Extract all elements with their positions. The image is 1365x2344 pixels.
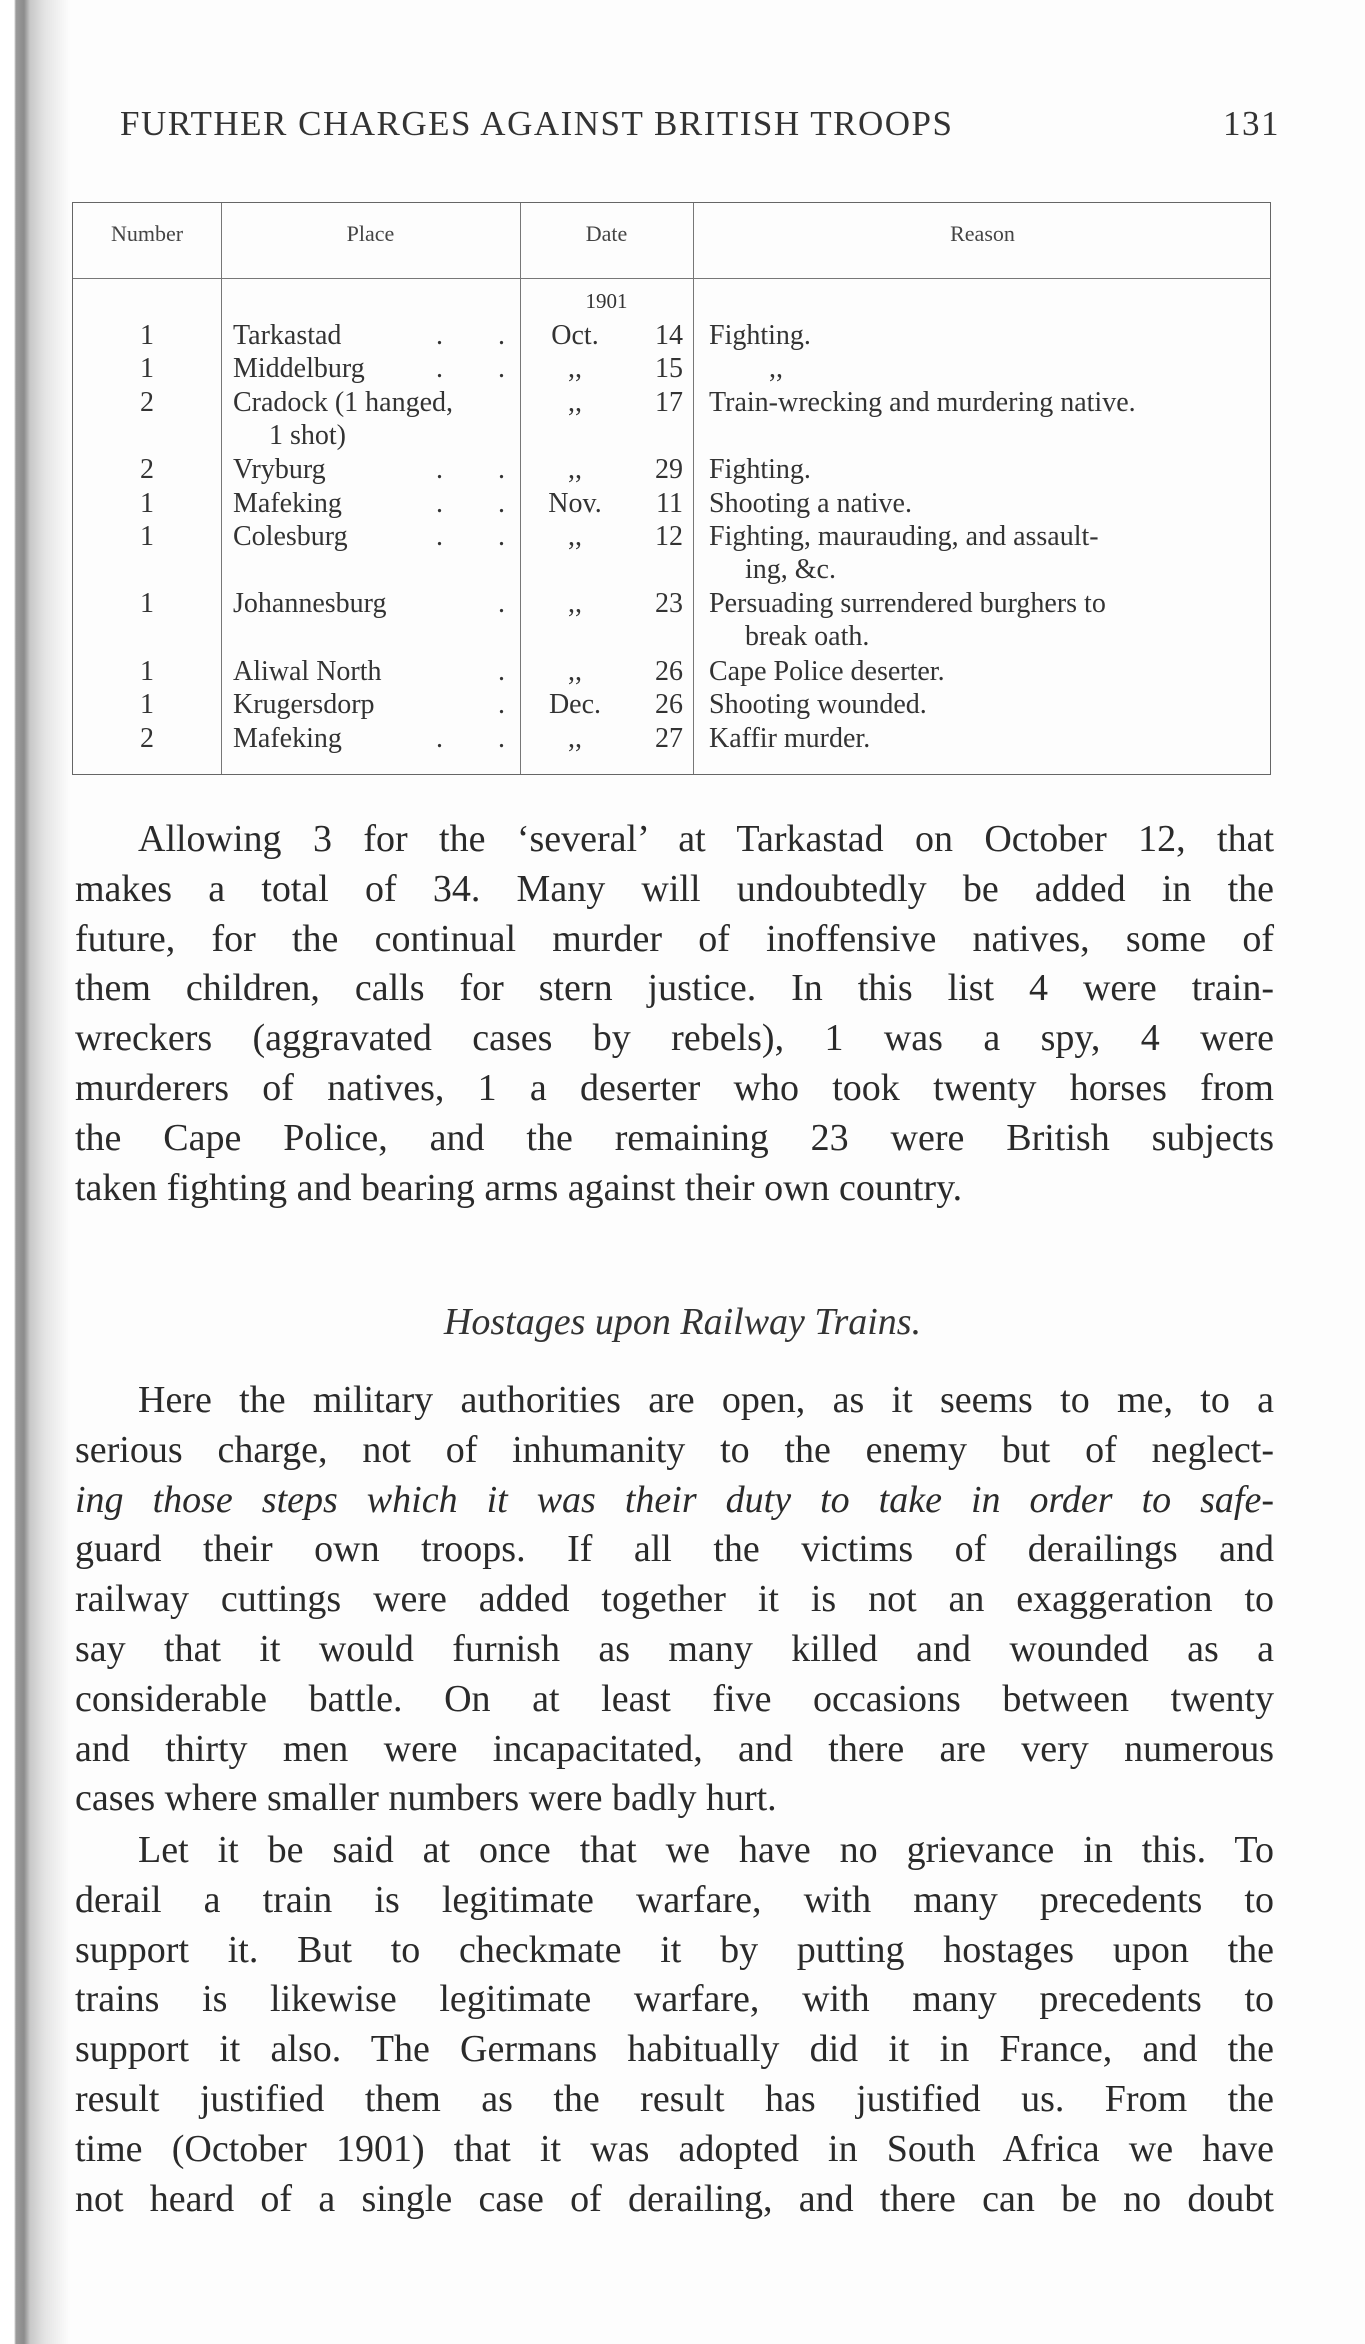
cell-month: Dec. [548,689,602,721]
cell-number: 2 [140,454,154,485]
cell-reason [709,722,1259,755]
cell-place [233,655,529,688]
cell-month: ,, [568,353,582,385]
cell-place [233,319,529,352]
cell-month: ,, [568,386,582,418]
cell-month: ,, [568,521,582,553]
leader-dots: . . [436,521,529,553]
text-line: say that it would furnish as many killed and wounded as a [75,1627,1274,1670]
cell-reason [709,352,1259,385]
text-line: and thirty men were incapacitated, and there are very numerous [75,1727,1274,1770]
cell-reason [709,487,1259,520]
leader-dots: . . [436,353,529,385]
cell-reason [709,520,1259,586]
text-line: not heard of a single case of derailing, and there can be no doubt [75,2177,1274,2220]
reason-text: Cape Police deserter. [709,655,945,687]
reason-text-cont: break oath. [745,621,870,653]
header-divider [73,278,1270,279]
reason-text: Shooting wounded. [709,689,927,721]
cell-day: 27 [655,722,683,754]
leader-dots: . [498,588,529,620]
cell-place [233,688,529,721]
text-line: trains is likewise legitimate warfare, with many precedents to [75,1978,1274,2021]
cell-day: 17 [655,386,683,418]
cell-reason [709,688,1259,721]
text-line: ing those steps which it was their duty to take in order to safe- [75,1478,1274,1521]
text-line: cases where smaller numbers were badly hurt. [75,1777,777,1820]
text-line: Allowing 3 for the ‘several’ at Tarkastad on October 12, that [138,818,1274,860]
place-name: Mafeking [233,722,342,754]
cell-number: 2 [140,722,154,754]
cell-number: 1 [140,521,154,553]
reason-text: Persuading surrendered burghers to [709,588,1106,620]
leader-dots: . . [436,454,529,485]
text-line: the Cape Police, and the remaining 23 were British subjects [75,1116,1274,1159]
text-line: Let it be said at once that we have no grievance in this. To [138,1829,1274,1871]
reason-text: Fighting. [709,319,811,351]
text-line: guard their own troops. If all the victims of derailings and [75,1528,1274,1571]
text-line: wreckers (aggravated cases by rebels), 1 was a spy, 4 were [75,1017,1274,1060]
cell-day: 26 [655,655,683,687]
place-name: Vryburg [233,454,326,485]
cell-number: 2 [140,386,154,418]
cell-day: 12 [655,521,683,553]
cell-reason [709,587,1259,653]
cell-month: Nov. [548,487,602,519]
text-line: future, for the continual murder of inoffensive natives, some of [75,917,1274,960]
place-name: Krugersdorp [233,689,375,721]
reason-text: ,, [769,353,783,385]
paragraph-3 [75,1826,1274,2224]
text-line: serious charge, not of inhumanity to the enemy but of neglect- [75,1428,1274,1471]
cell-place [233,453,529,486]
cell-month: Oct. [551,319,599,351]
cell-place [233,386,505,452]
text-line: murderers of natives, 1 a deserter who took twenty horses from [75,1066,1274,1109]
reason-text: Fighting, maurauding, and assault- [709,521,1099,553]
cell-day: 26 [655,689,683,721]
paragraph-2 [75,1376,1274,1824]
cell-reason [709,386,1259,419]
cell-number: 1 [140,588,154,620]
leader-dots: . . [436,319,529,351]
text-line: taken fighting and bearing arms against their own country. [75,1166,963,1209]
cell-reason [709,453,1259,486]
cell-month: ,, [568,722,582,754]
place-name: Cradock (1 hanged, [233,386,454,418]
leader-dots: . . [436,487,529,519]
reason-text-cont: ing, &c. [745,554,836,586]
text-line: time (October 1901) that it was adopted in South Africa we have [75,2127,1274,2170]
cell-day: 11 [656,487,683,519]
place-name: Aliwal North [233,655,382,687]
header-date: Date [585,221,628,246]
cell-day: 14 [655,319,683,351]
leader-dots: . [498,655,529,687]
cell-month: ,, [568,454,582,485]
cell-month: ,, [568,655,582,687]
text-line: support it also. The Germans habitually did it in France, and the [75,2028,1274,2071]
place-name: Tarkastad [233,319,342,351]
cell-number: 1 [140,353,154,385]
cell-place [233,520,529,553]
leader-dots: . [498,689,529,721]
place-name: Mafeking [233,487,342,519]
reason-text: Kaffir murder. [709,722,871,754]
header-number: Number [110,221,184,246]
cell-place [233,487,529,520]
text-line: Here the military authorities are open, as it seems to me, to a [138,1379,1274,1421]
cell-place [233,587,529,620]
cell-number: 1 [140,319,154,351]
text-line: support it. But to checkmate it by putting hostages upon the [75,1928,1274,1971]
text-line: considerable battle. On at least five occasions between twenty [75,1677,1274,1720]
text-line: result justified them as the result has justified us. From the [75,2077,1274,2120]
executions-table [72,202,1271,775]
cell-place [233,722,529,755]
year-label: 1901 [585,289,628,313]
text-line: them children, calls for stern justice. In this list 4 were train- [75,967,1274,1010]
column-divider [221,203,222,774]
cell-day: 15 [655,353,683,385]
running-head [120,104,1280,144]
cell-number: 1 [140,689,154,721]
cell-month: ,, [568,588,582,620]
place-name: Johannesburg [233,588,387,620]
cell-reason [709,655,1259,688]
cell-place [233,352,529,385]
place-name-cont: 1 shot) [269,419,346,451]
place-name: Middelburg [233,353,365,385]
cell-reason [709,319,1259,352]
scan-edge-shadow [0,0,70,2344]
text-line: makes a total of 34. Many will undoubtedly be added in the [75,867,1274,910]
reason-text: Shooting a native. [709,487,912,519]
header-reason: Reason [950,221,1015,246]
cell-day: 29 [655,454,683,485]
column-divider [693,203,694,774]
cell-number: 1 [140,655,154,687]
leader-dots: . . [436,722,529,754]
text-line: railway cuttings were added together it is not an exaggeration to [75,1578,1274,1621]
text-line: derail a train is legitimate warfare, with many precedents to [75,1878,1274,1921]
paragraph-1 [75,815,1274,1213]
reason-text: Fighting. [709,454,811,485]
header-place: Place [346,221,395,246]
cell-number: 1 [140,487,154,519]
place-name: Colesburg [233,521,348,553]
reason-text: Train-wrecking and murdering native. [709,386,1136,418]
page-number: 131 [1223,104,1280,143]
running-head-title: FURTHER CHARGES AGAINST BRITISH TROOPS [120,104,954,143]
cell-day: 23 [655,588,683,620]
section-heading: Hostages upon Railway Trains. [443,1301,922,1343]
